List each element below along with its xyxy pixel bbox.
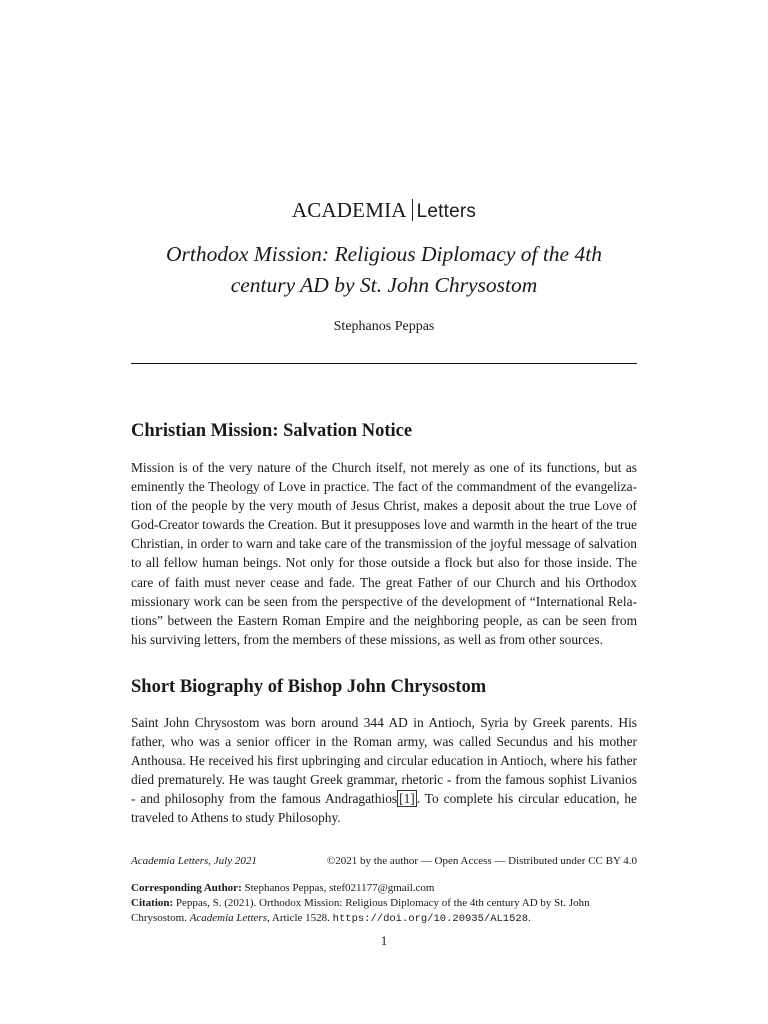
paragraph-line: Mission is of the very nature of the Church itself, not merely as one of its functions, but as bbox=[131, 460, 637, 475]
cite-text: Peppas, S. (2021). Orthodox Mission: Religious Diplomacy of the 4th century AD by St. John bbox=[175, 897, 590, 909]
journal-brand bbox=[0, 198, 768, 223]
corr-label: Corresponding Author: bbox=[131, 882, 242, 894]
corr-text: Stephanos Peppas, stef021177@gmail.com bbox=[244, 882, 435, 894]
header-divider bbox=[131, 363, 637, 364]
brand-sub: Letters bbox=[416, 201, 477, 222]
footer-rights: ©2021 by the author — Open Access — Distributed under CC BY 4.0 bbox=[326, 855, 637, 867]
title-line: Orthodox Mission: Religious Diplomacy of the 4th bbox=[166, 242, 602, 266]
paragraph-line: missionary work can be seen from the perspective of the development of “International Rela- bbox=[131, 593, 637, 609]
paragraph-line: traveled to Athens to study Philosophy. bbox=[131, 810, 341, 826]
cite-label: Citation: bbox=[131, 897, 174, 909]
paragraph-line: care of faith must never cease and fade. The great Father of our Church and his Orthodox bbox=[131, 574, 637, 590]
paragraph-line: tions” between the Eastern Roman Empire and the neighboring people, as can be seen from bbox=[131, 612, 637, 628]
cite-journal: Academia Letters bbox=[189, 912, 267, 924]
paragraph-line: Anthousa. He received his first upbringing and circular education in Antioch, where his father bbox=[131, 753, 637, 769]
paragraph-line: eminently the Theology of Love in practice. The fact of the commandment of the evangeliza- bbox=[131, 479, 637, 495]
paragraph-line: died prematurely. He was taught Greek grammar, rhetoric - from the famous sophist Livanios bbox=[131, 772, 637, 788]
line-text: . To complete his circular education, he bbox=[416, 791, 637, 807]
footer-journal: Academia Letters, July 2021 bbox=[131, 855, 257, 867]
paragraph-line: God-Creator towards the Creation. But it presupposes love and warmth in the heart of the true bbox=[131, 517, 637, 533]
brand-name: ACADEMIA bbox=[291, 198, 407, 222]
section-heading: Christian Mission: Salvation Notice bbox=[131, 421, 413, 441]
paragraph-line bbox=[131, 789, 637, 808]
section-paragraph bbox=[131, 713, 637, 828]
cite-text: Chrysostom. bbox=[131, 912, 187, 924]
paragraph-line: Christian, in order to warn and take care of the transmission of the joyful message of salvation bbox=[131, 536, 637, 552]
citation-line bbox=[131, 911, 637, 927]
paragraph-line: father, who was a senior officer in the Roman army, was called Secundus and his mother bbox=[131, 734, 637, 750]
title-line: century AD by St. John Chrysostom bbox=[230, 273, 538, 297]
paragraph-line: Saint John Chrysostom was born around 344 AD in Antioch, Syria by Greek parents. His bbox=[131, 715, 637, 730]
section-heading: Short Biography of Bishop John Chrysostom bbox=[131, 677, 487, 697]
paragraph-line: tion of the people by the very mouth of Jesus Christ, makes a deposit about the true Love of bbox=[131, 498, 637, 514]
author-name: Stephanos Peppas bbox=[333, 319, 435, 334]
footer-citation-block bbox=[131, 881, 637, 927]
paragraph-line: to all fellow human beings. Not only for those outside a flock but also for those inside. The bbox=[131, 555, 637, 571]
cite-text: , Article 1528. bbox=[266, 912, 330, 924]
page-number: 1 bbox=[380, 933, 388, 948]
corresponding-author bbox=[131, 881, 637, 896]
section-paragraph bbox=[131, 458, 637, 649]
line-text: - and philosophy from the famous Andragathios bbox=[131, 791, 398, 807]
cite-end: . bbox=[528, 912, 531, 924]
citation-line bbox=[131, 896, 637, 911]
citation-link[interactable]: [1] bbox=[399, 791, 415, 807]
paragraph-line: his surviving letters, from the members of these missions, as well as from other sources. bbox=[131, 631, 603, 647]
article-title bbox=[0, 239, 768, 301]
doi-link[interactable]: https://doi.org/10.20935/AL1528 bbox=[332, 913, 529, 925]
brand-divider bbox=[412, 199, 413, 221]
